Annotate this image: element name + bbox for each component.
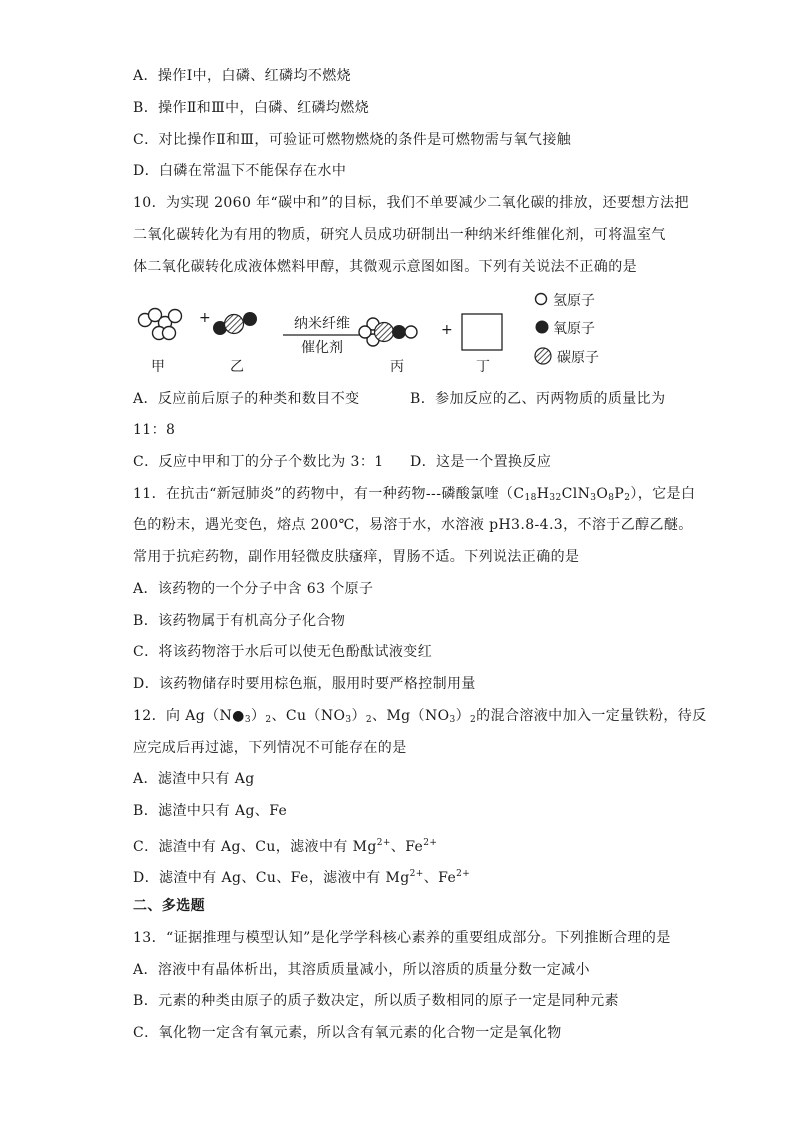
label-yi: 乙 <box>230 359 244 375</box>
q11-stem-line-3: 常用于抗疟药物，副作用轻微皮肤瘙痒，胃肠不适。下列说法正确的是 <box>133 549 580 565</box>
label-jia: 甲 <box>151 359 165 375</box>
q12-option-d-fe: 、Fe <box>423 870 457 886</box>
q13-option-a: A．溶液中有晶体析出，其溶质质量减小，所以溶质的质量分数一定减小 <box>133 962 590 978</box>
q12-option-c-sup-1: 2+ <box>376 838 391 848</box>
q12-option-c-text: C．滤渣中有 Ag、Cu，滤液中有 Mg <box>133 839 377 855</box>
formula-o: O <box>596 486 609 502</box>
formula-sub-p: 2 <box>624 493 631 503</box>
q12-sub-3b: 3 <box>345 715 352 725</box>
box-ding <box>462 314 502 350</box>
q12-option-b: B．滤渣中只有 Ag、Fe <box>133 803 288 819</box>
q13-stem: 13．“证据推理与模型认知”是化学学科核心素养的重要组成部分。下列推断合理的是 <box>133 930 671 946</box>
q11-option-c: C．将该药物溶于水后可以使无色酚酞试液变红 <box>133 644 433 660</box>
q10-option-b-continued: 11：8 <box>133 422 176 438</box>
q12-stem-start: 12．向 Ag（N● <box>133 708 245 724</box>
q11-option-d: D．该药物储存时要用棕色瓶，服用时要严格控制用量 <box>133 676 476 692</box>
q12-paren-2: ） <box>351 708 366 724</box>
formula-h: H <box>536 486 550 502</box>
q13-option-b: B．元素的种类由原子的质子数决定，所以质子数相同的原子一定是同种元素 <box>133 993 619 1009</box>
q9-option-b: B．操作Ⅱ和Ⅲ中，白磷、红磷均燃烧 <box>133 100 370 116</box>
q9-option-c: C．对比操作Ⅱ和Ⅲ，可验证可燃物燃烧的条件是可燃物需与氧气接触 <box>133 132 572 148</box>
legend-hydrogen-label: 氢原子 <box>553 293 595 309</box>
catalyst-label-line-2: 催化剂 <box>301 340 343 356</box>
legend-carbon-label: 碳原子 <box>557 350 599 366</box>
formula-cln: ClN <box>561 486 591 502</box>
q12-option-d-text: D．滤渣中有 Ag、Cu、Fe，滤液中有 Mg <box>133 870 410 886</box>
q12-sub-2c: 2 <box>470 715 477 725</box>
q12-mg: 、Mg（NO <box>372 708 450 724</box>
q12-sub-2a: 2 <box>265 715 272 725</box>
q12-option-d <box>133 864 470 888</box>
q12-stem-line-1 <box>133 706 707 730</box>
q10-stem-line-1: 10．为实现 2060 年“碳中和”的目标，我们不单要减少二氧化碳的排放，还要想方法把 <box>133 195 689 211</box>
q13-option-c: C．氧化物一定含有氧元素，所以含有氧元素的化合物一定是氧化物 <box>133 1025 562 1041</box>
q12-option-c <box>133 833 437 857</box>
formula-sub-n: 3 <box>590 493 597 503</box>
molecule-yi <box>213 312 257 335</box>
q9-option-d: D．白磷在常温下不能保存在水中 <box>133 163 347 179</box>
plus-sign-1: + <box>199 310 211 326</box>
q11-stem-line-2: 色的粉末，遇光变色，熔点 200℃，易溶于水，水溶液 pH3.8-4.3，不溶于乙醇乙醚。 <box>133 517 693 533</box>
formula-sub-c: 18 <box>524 493 537 503</box>
q11-option-a: A．该药物的一个分子中含 63 个原子 <box>133 581 374 597</box>
legend-hydrogen-symbol <box>536 294 547 305</box>
molecule-bing <box>359 318 417 346</box>
q12-option-c-fe: 、Fe <box>390 839 424 855</box>
legend-carbon-symbol <box>535 348 551 364</box>
catalyst-label-line-1: 纳米纤维 <box>294 316 350 332</box>
formula-sub-h: 32 <box>549 493 562 503</box>
q10-stem-line-3: 体二氧化碳转化成液体燃料甲醇，其微观示意图如图。下列有关说法不正确的是 <box>133 259 637 275</box>
q11-stem-line-1 <box>133 484 695 508</box>
q12-sub-2b: 2 <box>365 715 373 725</box>
formula-p: P <box>614 486 625 502</box>
q10-stem-line-2: 二氧化碳转化为有用的物质，研究人员成功研制出一种纳米纤维催化剂，可将温室气 <box>133 227 666 243</box>
section-title-multiple-choice: 二、多选题 <box>133 898 205 914</box>
q11-option-b: B．该药物属于有机高分子化合物 <box>133 613 346 629</box>
plus-sign-2: + <box>441 322 453 338</box>
label-ding: 丁 <box>476 359 490 375</box>
q10-option-b: B．参加反应的乙、丙两物质的质量比为 <box>410 391 666 407</box>
q12-cu: 、Cu（NO <box>271 708 346 724</box>
q12-stem-end: 的混合溶液中加入一定量铁粉，待反 <box>476 708 707 724</box>
q12-option-d-sup-1: 2+ <box>409 869 424 879</box>
q10-option-a: A．反应前后原子的种类和数目不变 <box>133 391 360 407</box>
q12-option-a: A．滤渣中只有 Ag <box>133 771 255 787</box>
q11-stem-line-1-start: 11．在抗击“新冠肺炎”的药物中，有一种药物---磷酸氯喹（C <box>133 486 525 502</box>
q11-stem-line-1-end: ），它是白 <box>630 486 696 502</box>
q12-paren-1: ） <box>250 708 266 724</box>
q10-option-c: C．反应中甲和丁的分子个数比为 3：1 <box>133 454 384 470</box>
formula-sub-o: 8 <box>608 493 615 503</box>
legend-oxygen-symbol <box>536 321 549 334</box>
molecule-jia <box>139 309 182 340</box>
q12-sub-3a: 3 <box>244 715 251 725</box>
q12-sub-3c: 3 <box>449 715 456 725</box>
q9-option-a: A．操作Ⅰ中，白磷、红磷均不燃烧 <box>133 68 352 84</box>
q12-paren-3: ） <box>455 708 471 724</box>
legend-oxygen-label: 氧原子 <box>553 321 595 337</box>
q10-option-d: D．这是一个置换反应 <box>410 454 552 470</box>
q12-option-c-sup-2: 2+ <box>423 838 438 848</box>
q12-stem-line-2: 应完成后再过滤，下列情况不可能存在的是 <box>133 740 407 756</box>
label-bing: 丙 <box>390 359 404 375</box>
q12-option-d-sup-2: 2+ <box>456 869 471 879</box>
q10-reaction-diagram <box>133 290 653 380</box>
